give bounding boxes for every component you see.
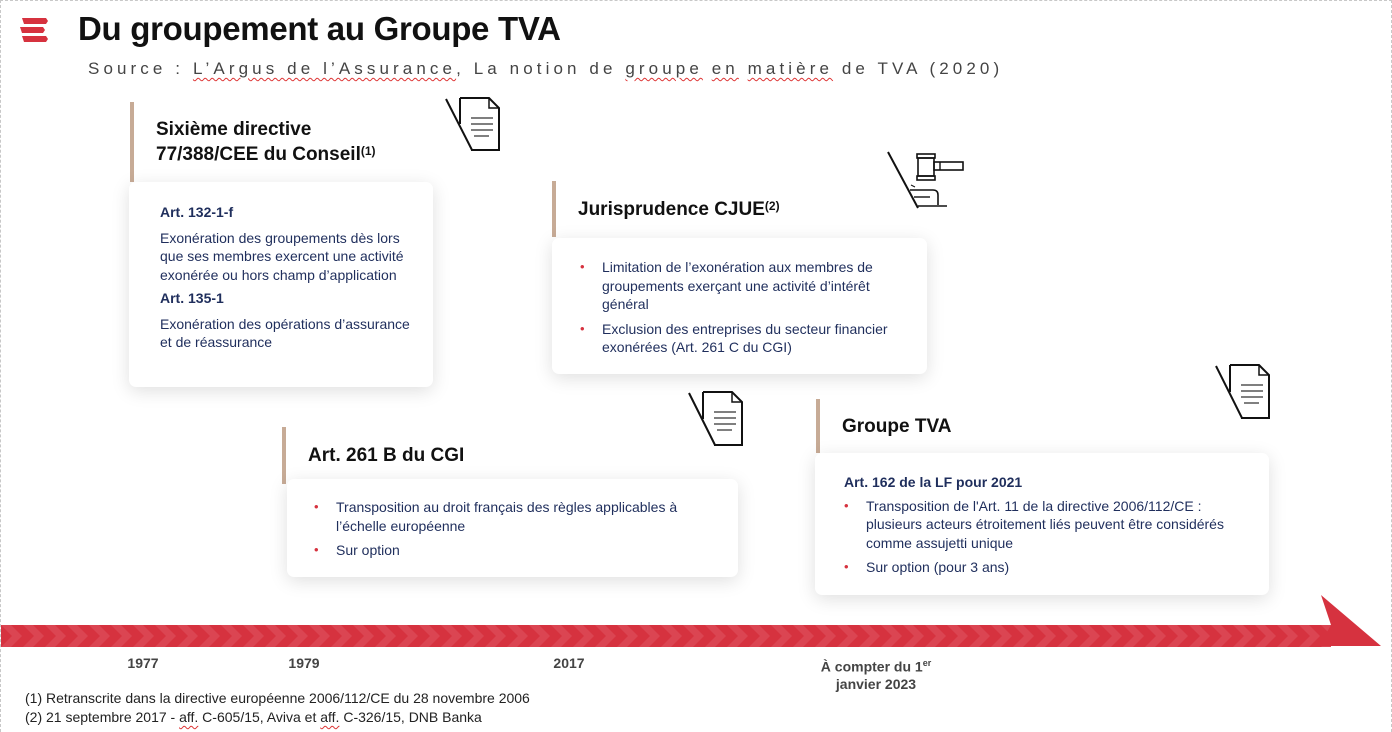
- footnote-text: C-326/15, DNB Banka: [339, 709, 482, 725]
- bullet-item: • Sur option (pour 3 ans): [844, 558, 1249, 577]
- heading-line: 77/388/CEE du Conseil: [156, 144, 361, 165]
- bullet-list: [580, 258, 911, 357]
- bullet-item: • Transposition de l'Art. 11 de la directive 2006/112/CE : plusieurs acteurs étroitement liés peuvent être considérés comme assujetti unique: [844, 497, 1249, 553]
- page-title: Du groupement au Groupe TVA: [78, 10, 561, 47]
- document-icon: [1212, 362, 1274, 422]
- year-sup: er: [922, 658, 932, 668]
- bullet-item: • Limitation de l’exonération aux membres de groupements exerçant une activité d’intérêt général: [580, 258, 911, 314]
- event-heading-art-261-b: [282, 427, 464, 484]
- article-ref: Art. 162 de la LF pour 2021: [844, 474, 1023, 490]
- bullet-item: • Transposition au droit français des règles applicables à l’échelle européenne: [314, 498, 718, 535]
- timeline-year-1977: 1977: [127, 655, 159, 671]
- event-heading-groupe-tva: [816, 399, 951, 453]
- article-ref: Art. 135-1: [160, 290, 224, 306]
- event-heading-sixieme-directive: [130, 102, 376, 182]
- document-icon: [686, 389, 746, 449]
- heading-line: Jurisprudence CJUE: [578, 198, 765, 220]
- event-card-art-261-b: [287, 479, 738, 577]
- footnote-text: C-605/15, Aviva et: [198, 709, 321, 725]
- bullet-list: [844, 497, 1249, 577]
- event-card-jurisprudence-cjue: [552, 238, 927, 374]
- footnote-text: aff.: [320, 709, 340, 725]
- event-heading-jurisprudence-cjue: [552, 181, 780, 237]
- footnote-ref: (2): [764, 198, 780, 213]
- source-mid: , La notion de: [456, 59, 626, 78]
- heading-line: Sixième directive: [156, 119, 312, 140]
- heading-line: Art. 261 B du CGI: [308, 445, 465, 466]
- logo-icon: [19, 17, 49, 43]
- timeline-arrow: [1, 595, 1381, 647]
- source-publication: L’Argus de l’Assurance: [192, 59, 457, 78]
- heading-line: Groupe TVA: [842, 415, 952, 437]
- source-end: de TVA (2020): [833, 59, 1004, 78]
- source-line: [88, 59, 1003, 79]
- footnote-ref: (1): [360, 144, 376, 158]
- footnote-text: (2) 21 septembre 2017 -: [25, 709, 180, 725]
- timeline-year-2017: 2017: [553, 655, 585, 671]
- source-word: en: [711, 59, 739, 78]
- card-text: Exonération des opérations d’assurance et de réassurance: [160, 315, 410, 350]
- bullet-list: [314, 498, 718, 560]
- footnote-1: (1) Retranscrite dans la directive européenne 2006/112/CE du 28 novembre 2006: [25, 690, 530, 706]
- gavel-icon: [885, 149, 967, 211]
- footnotes: [25, 689, 530, 727]
- source-word: matière: [747, 59, 834, 78]
- year-text: janvier 2023: [835, 675, 917, 692]
- source-word: groupe: [625, 59, 703, 78]
- timeline-year-1979: 1979: [288, 655, 320, 671]
- footnote-text: aff.: [179, 709, 199, 725]
- document-icon: [443, 94, 503, 154]
- timeline-year-2023: [801, 655, 951, 693]
- year-text: À compter du 1: [820, 658, 923, 675]
- bullet-item: • Exclusion des entreprises du secteur financier exonérées (Art. 261 C du CGI): [580, 320, 911, 357]
- article-ref: Art. 132-1-f: [160, 204, 234, 220]
- footnote-2: [25, 708, 530, 727]
- event-card-sixieme-directive: [129, 182, 433, 387]
- bullet-item: • Sur option: [314, 541, 718, 560]
- source-prefix: Source :: [88, 59, 193, 78]
- card-text: Exonération des groupements dès lors que ses membres exercent une activité exonérée ou hors champ d’application: [160, 229, 404, 283]
- event-card-groupe-tva: [815, 453, 1269, 595]
